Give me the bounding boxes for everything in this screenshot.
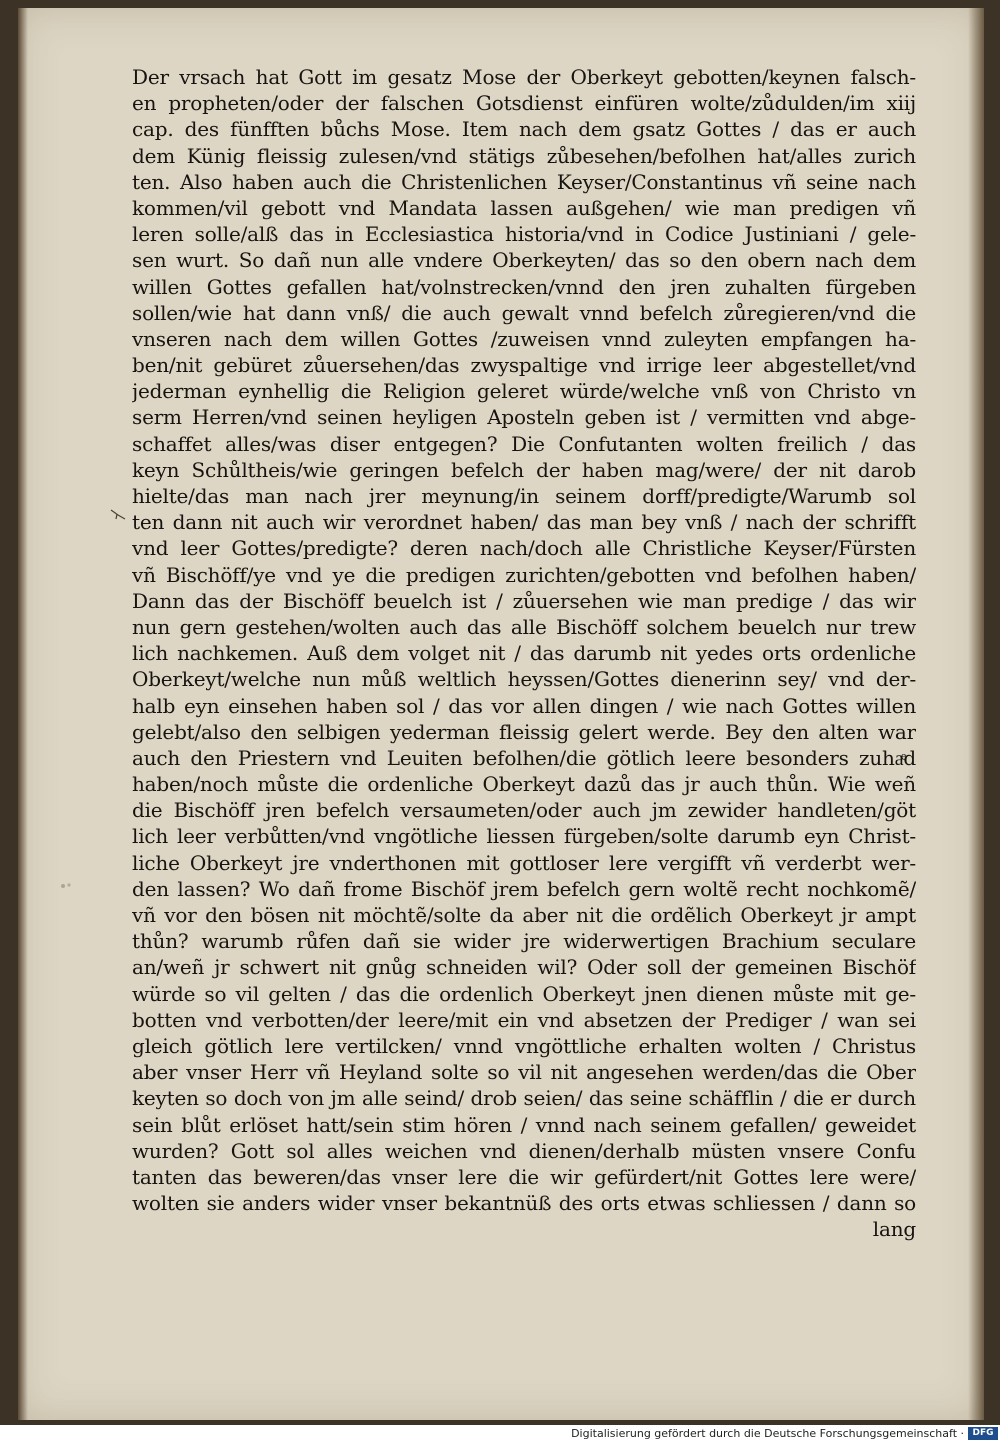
text-line: jederman eynhellig die Religion geleret würde/welche vnß von Christo vn: [132, 379, 916, 404]
text-line: thůn? warumb růfen dañ sie wider jre widerwertigen Brachium seculare: [132, 929, 916, 954]
text-line: würde so vil gelten / das die ordenlich Oberkeyt jnen dienen můste mit ge-: [132, 981, 916, 1006]
text-line: Dann das der Bischöff beuelch ist / zůuersehen wie man predige / das wir: [132, 588, 916, 613]
text-line: die Bischöff jren befelch versaumeten/oder auch jm zewider handleten/göt: [132, 798, 916, 823]
text-line: an/weñ jr schwert nit gnůg schneiden wil? Oder soll der gemeinen Bischöf: [132, 955, 916, 980]
text-line: halb eyn einsehen haben sol / das vor allen dingen / wie nach Gottes willen: [132, 693, 916, 718]
text-line: sollen/wie hat dann vnß/ die auch gewalt vnnd befelch zůregieren/vnd die: [132, 300, 916, 325]
text-line: willen Gottes gefallen hat/volnstrecken/vnnd den jren zuhalten fürgeben: [132, 274, 916, 299]
text-line: lang: [872, 1217, 916, 1242]
dfg-logo: DFG: [968, 1427, 998, 1440]
text-line: cap. des fünfften bůchs Mose. Item nach dem gsatz Gottes / das er auch: [132, 117, 916, 142]
body-text: [132, 64, 916, 1242]
text-line: lich nachkemen. Auß dem volget nit / das darumb nit yedes orts ordenliche: [132, 641, 916, 666]
text-line: keyn Schůltheis/wie geringen befelch der haben mag/were/ der nit darob: [132, 457, 916, 482]
text-line: liche Oberkeyt jre vnderthonen mit gottloser lere vergifft vñ verderbt wer-: [132, 850, 916, 875]
text-line: schaffet alles/was diser entgegen? Die Confutanten wolten freilich / das: [132, 431, 916, 456]
text-line: tanten das beweren/das vnser lere die wir gefürdert/nit Gottes lere were/: [132, 1164, 916, 1189]
text-line: vnseren nach dem willen Gottes /zuweisen vnnd zuleyten empfangen ha-: [132, 326, 916, 351]
text-line: Oberkeyt/welche nun můß weltlich heyssen/Gottes dienerinn sey/ vnd der-: [132, 667, 916, 692]
text-line: wurden? Gott sol alles weichen vnd dienen/derhalb müsten vnsere Confu: [132, 1138, 916, 1163]
text-line: vñ vor den bösen nit möchtẽ/solte da aber nit die ordẽlich Oberkeyt jr ampt: [132, 903, 916, 927]
text-line: keyten so doch von jm alle seind/ drob seien/ das seine schäfflin / die er durch: [132, 1086, 916, 1111]
text-line: leren solle/alß das in Ecclesiastica historia/vnd in Codice Justiniani / gele-: [132, 222, 916, 247]
text-line: ten dann nit auch wir verordnet haben/ das man bey vnß / nach der schrifft: [132, 510, 916, 535]
text-line: nun gern gestehen/wolten auch das alle Bischöff solchem beuelch nur trew: [132, 614, 916, 639]
page-edge-shadow: [968, 8, 984, 1420]
text-line: sein blůt erlöset hatt/sein stim hören / vnnd nach seinem gefallen/ geweidet: [132, 1112, 916, 1137]
text-line: dem Künig fleissig zulesen/vnd stätigs zůbesehen/befolhen hat/alles zurich: [132, 143, 916, 168]
text-line: ben/nit gebüret zůuersehen/das zwyspaltige vnd irrige leer abgestellet/vnd: [132, 353, 916, 378]
text-line: auch den Priestern vnd Leuiten befolhen/die götlich leere besonders zuhaͤd: [132, 745, 916, 770]
text-line: hielte/das man nach jrer meynung/in seinem dorff/predigte/Warumb sol: [132, 484, 916, 508]
text-line: serm Herren/vnd seinen heyligen Aposteln geben ist / vermitten vnd abge-: [132, 405, 916, 430]
text-line: Der vrsach hat Gott im gesatz Mose der Oberkeyt gebotten/keynen falsch-: [132, 65, 916, 89]
text-line: haben/noch můste die ordenliche Oberkeyt dazů das jr auch thůn. Wie weñ: [132, 772, 916, 797]
text-line: sen wurt. So dañ nun alle vndere Oberkeyten/ das so den obern nach dem: [132, 248, 916, 273]
text-line: ten. Also haben auch die Christenlichen Keyser/Constantinus vñ seine nach: [132, 169, 916, 194]
text-line: gelebt/also den selbigen yederman fleissig gelert werde. Bey den alten war: [132, 719, 916, 744]
text-line: en propheten/oder der falschen Gotsdienst einfüren wolte/zůdulden/im xiij: [132, 91, 916, 116]
margin-mark-icon: [110, 507, 126, 521]
text-line: vnd leer Gottes/predigte? deren nach/doch alle Christliche Keyser/Fürsten: [132, 536, 916, 561]
text-line: vñ Bischöff/ye vnd ye die predigen zurichten/gebotten vnd befolhen haben/: [132, 562, 916, 587]
text-line: kommen/vil gebott vnd Mandata lassen außgehen/ wie man predigen vñ: [132, 195, 916, 220]
text-line: wolten sie anders wider vnser bekantnüß des orts etwas schliessen / dann so: [132, 1191, 916, 1216]
text-line: den lassen? Wo dañ frome Bischöf jrem befelch gern woltẽ recht nochkomẽ/: [132, 876, 916, 901]
text-line: aber vnser Herr vñ Heyland solte so vil nit angesehen werden/das die Ober: [132, 1060, 916, 1085]
text-line: gleich götlich lere vertilcken/ vnnd vngöttliche erhalten wolten / Christus: [132, 1033, 916, 1058]
text-line: botten vnd verbotten/der leere/mit ein vnd absetzen der Prediger / wan sei: [132, 1007, 916, 1032]
text-line: lich leer verbůtten/vnd vngötliche liessen fürgeben/solte darumb eyn Christ-: [132, 824, 916, 849]
footer-credit: Digitalisierung gefördert durch die Deutsche Forschungsgemeinschaft ·: [571, 1427, 964, 1440]
page-gutter-shadow: [18, 8, 28, 1420]
margin-smudge-icon: [58, 880, 74, 892]
